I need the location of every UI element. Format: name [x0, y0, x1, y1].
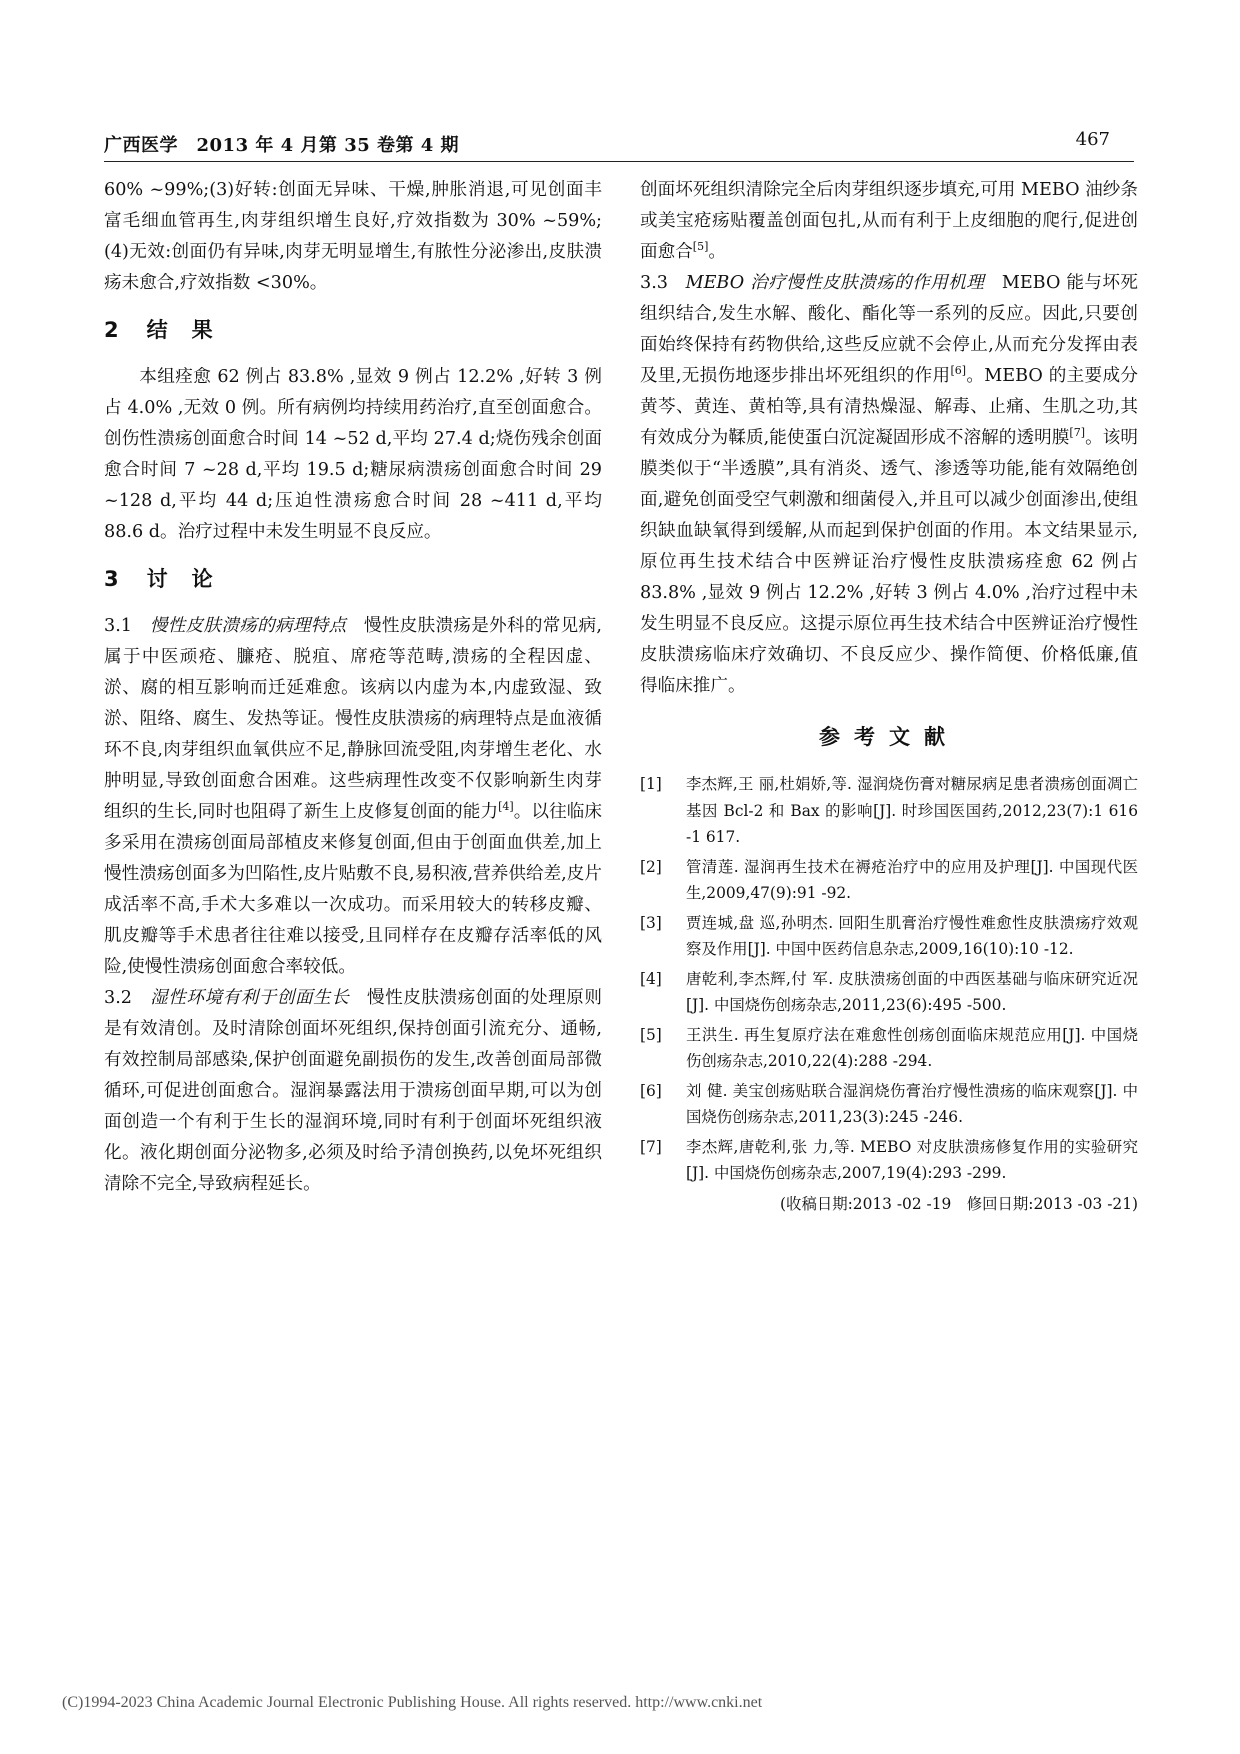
reference-text: 刘 健. 美宝创疡贴联合湿润烧伤膏治疗慢性溃疡的临床观察[J]. 中国烧伤创疡杂志,2011,23(3):245 -246. [686, 1081, 1138, 1126]
header-rule [104, 161, 1134, 162]
criteria-paragraph: 60% ~99%;(3)好转:创面无异味、干燥,肿胀消退,可见创面丰富毛细血管再生,肉芽组织增生良好,疗效指数为 30% ~59%;(4)无效:创面仍有异味,肉芽无明显增生,有脓性分泌渗出,皮肤溃疡未愈合,疗效指数 <30%。 [104, 180, 602, 293]
reference-number: [6] [640, 1081, 662, 1100]
reference-number: [4] [640, 969, 662, 988]
citation: [6] [950, 364, 967, 378]
references-heading: 参考文献 [819, 725, 959, 749]
continued-paragraph [640, 175, 1138, 268]
subsection-3-3 [640, 268, 1138, 702]
reference-text: 王洪生. 再生复原疗法在难愈性创疡创面临床规范应用[J]. 中国烧伤创疡杂志,2010,22(4):288 -294. [686, 1025, 1138, 1070]
section-title-char: 讨 [146, 567, 170, 591]
section-title-char: 果 [191, 318, 215, 342]
citation: [7] [1069, 426, 1086, 440]
subsection-number: 3.2 [104, 988, 132, 1008]
section-3-heading [104, 564, 602, 595]
subsection-number: 3.3 [640, 273, 668, 293]
subsection-text: 。以往临床多采用在溃疡创面局部植皮来修复创面,但由于创面血供差,加上慢性溃疡创面多为凹陷性,皮片贴敷不良,易积液,营养供给差,皮片成活率不高,手术大多难以一次成功。而采用较大的转移皮瓣、肌皮瓣等手术患者往往难以接受,且同样存在皮瓣存活率低的风险,使慢性溃疡创面愈合率较低。 [104, 802, 602, 977]
section-title-char: 结 [146, 318, 170, 342]
subsection-number: 3.1 [104, 616, 132, 636]
subsection-text: 。MEBO 的主要成分黄芩、黄连、黄柏等,具有清热燥湿、解毒、止痛、生肌之功,其有效成分为鞣质,能使蛋白沉淀凝固形成不溶解的透明膜 [640, 366, 1138, 448]
reference-number: [2] [640, 857, 662, 876]
reference-number: [3] [640, 913, 662, 932]
right-column [640, 175, 1138, 1217]
section-2-heading [104, 315, 602, 346]
citation: [5] [692, 240, 709, 254]
reference-item [640, 910, 1138, 963]
reference-item [640, 1022, 1138, 1075]
reference-item [640, 1134, 1138, 1187]
reference-number: [7] [640, 1137, 662, 1156]
subsection-title: 湿性环境有利于创面生长 [149, 988, 350, 1008]
paragraph-text: 。 [708, 242, 726, 262]
reference-text: 贾连城,盘 巡,孙明杰. 回阳生肌膏治疗慢性难愈性皮肤溃疡疗效观察及作用[J]. 中国中医药信息杂志,2009,16(10):10 -12. [686, 913, 1138, 958]
reference-number: [5] [640, 1025, 662, 1044]
copyright-footer: (C)1994-2023 China Academic Journal Electronic Publishing House. All rights reserved. http://www.cnki.net [62, 1694, 763, 1711]
reference-text: 李杰辉,唐乾利,张 力,等. MEBO 对皮肤溃疡修复作用的实验研究[J]. 中国烧伤创疡杂志,2007,19(4):293 -299. [686, 1137, 1138, 1182]
subsection-text: 。该明膜类似于“半透膜”,具有消炎、透气、渗透等功能,能有效隔绝创面,避免创面受空气刺激和细菌侵入,并且可以减少创面渗出,使组织缺血缺氧得到缓解,从而起到保护创面的作用。本文结果显示,原位再生技术结合中医辨证治疗慢性皮肤溃疡痊愈 62 例占 83.8% ,显效 9 例占 12.2% ,好转 3 例占 4.0% ,治疗过程中未发生明显不良反应。这提示原位再生技术结合中医辨证治疗慢性皮肤溃疡临床疗效确切、不良反应少、操作简便、价格低廉,值得临床推广。 [640, 428, 1138, 696]
reference-item [640, 854, 1138, 907]
section-number: 2 [104, 318, 121, 342]
subsection-text: MEBO 能与坏死组织结合,发生水解、酸化、酯化等一系列的反应。因此,只要创面始终保持有药物供给,这些反应就不会停止,从而充分发挥由表及里,无损伤地逐步排出坏死组织的作用 [640, 273, 1138, 386]
reference-text: 管清莲. 湿润再生技术在褥疮治疗中的应用及护理[J]. 中国现代医生,2009,47(9):91 -92. [686, 857, 1138, 902]
subsection-3-1 [104, 611, 602, 983]
reference-item [640, 966, 1138, 1019]
left-column [104, 175, 602, 1200]
subsection-text: 慢性皮肤溃疡是外科的常见病,属于中医顽疮、臁疮、脱疽、席疮等范畴,溃疡的全程因虚、淤、腐的相互影响而迁延难愈。该病以内虚为本,内虚致湿、致淤、阻络、腐生、发热等证。慢性皮肤溃疡的病理特点是血液循环不良,肉芽组织血氧供应不足,静脉回流受阻,肉芽增生老化、水肿明显,导致创面愈合困难。这些病理性改变不仅影响新生肉芽组织的生长,同时也阻碍了新生上皮修复创面的能力 [104, 616, 602, 822]
subsection-title: 慢性皮肤溃疡的病理特点 [149, 616, 347, 636]
results-paragraph: 本组痊愈 62 例占 83.8% ,显效 9 例占 12.2% ,好转 3 例占 4.0% ,无效 0 例。所有病例均持续用药治疗,直至创面愈合。创伤性溃疡创面愈合时间 14 ~52 d,平均 27.4 d;烧伤残余创面愈合时间 7 ~28 d,平均 19.5 d;糖尿病溃疡创面愈合时间 29 ~128 d,平均 44 d;压迫性溃疡愈合时间 28 ~411 d,平均 88.6 d。治疗过程中未发生明显不良反应。 [104, 367, 602, 542]
page-number: 467 [1075, 129, 1110, 150]
received-revised-dates: (收稿日期:2013 -02 -19 修回日期:2013 -03 -21) [780, 1194, 1138, 1213]
reference-item [640, 771, 1138, 851]
subsection-text: 慢性皮肤溃疡创面的处理原则是有效清创。及时清除创面坏死组织,保持创面引流充分、通畅,有效控制局部感染,保护创面避免副损伤的发生,改善创面局部微循环,可促进创面愈合。湿润暴露法用于溃疡创面早期,可以为创面创造一个有利于生长的湿润环境,同时有利于创面坏死组织液化。液化期创面分泌物多,必须及时给予清创换药,以免坏死组织清除不完全,导致病程延长。 [104, 988, 602, 1194]
subsection-3-2 [104, 983, 602, 1200]
journal-header: 广西医学 2013 年 4 月第 35 卷第 4 期 [104, 135, 460, 156]
subsection-title: MEBO 治疗慢性皮肤溃疡的作用机理 [685, 273, 985, 293]
reference-text: 唐乾利,李杰辉,付 军. 皮肤溃疡创面的中西医基础与临床研究近况[J]. 中国烧伤创疡杂志,2011,23(6):495 -500. [686, 969, 1138, 1014]
citation: [4] [498, 800, 514, 814]
section-title-char: 论 [191, 567, 215, 591]
reference-text: 李杰辉,王 丽,杜娟娇,等. 湿润烧伤膏对糖尿病足患者溃疡创面凋亡基因 Bcl-2 和 Bax 的影响[J]. 时珍国医国药,2012,23(7):1 616 -1 617. [686, 775, 1138, 846]
reference-number: [1] [640, 775, 662, 793]
reference-list [640, 771, 1138, 1187]
reference-item [640, 1078, 1138, 1131]
paragraph-text: 创面坏死组织清除完全后肉芽组织逐步填充,可用 MEBO 油纱条或美宝疮疡贴覆盖创面包扎,从而有利于上皮细胞的爬行,促进创面愈合 [640, 180, 1138, 262]
section-number: 3 [104, 567, 121, 591]
